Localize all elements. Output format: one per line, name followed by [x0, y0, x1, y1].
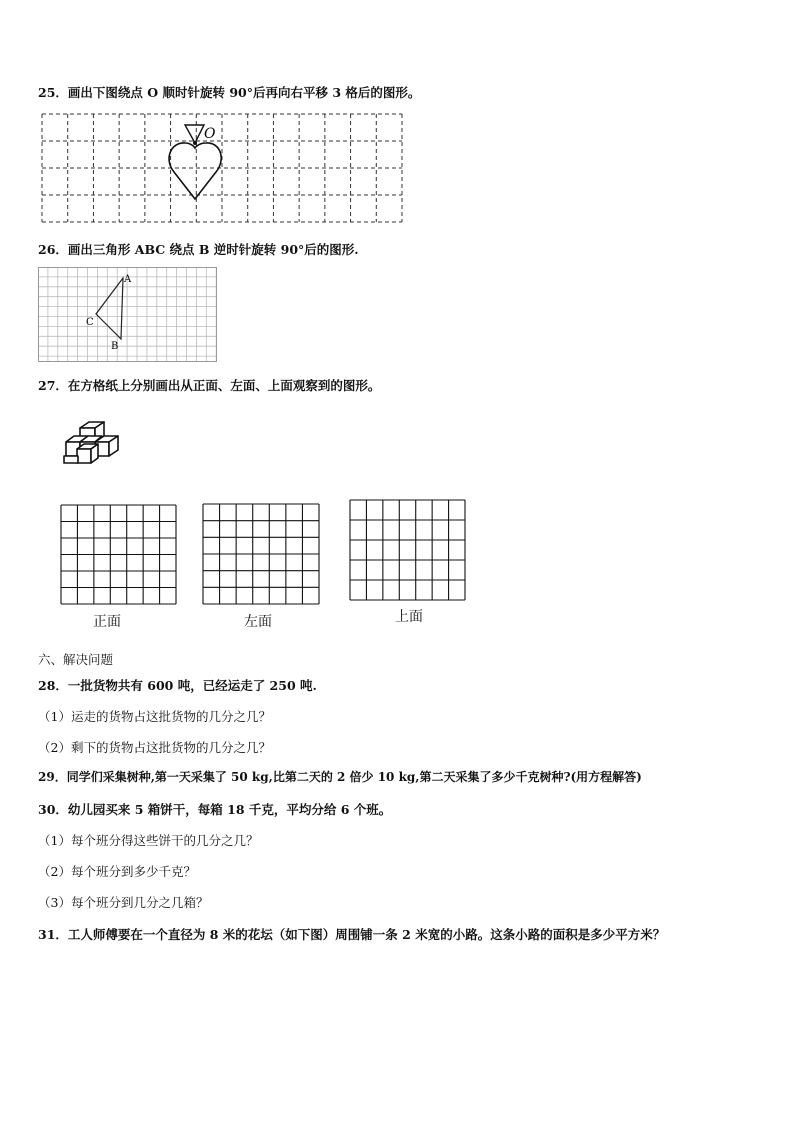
vertex-c-label: C [86, 317, 94, 328]
question-30-sub-3: （3）每个班分到几分之几箱？ [38, 895, 209, 910]
question-26: 26．画出三角形 ABC 绕点 B 逆时针旋转 90°后的图形. [38, 242, 359, 257]
question-27: 27．在方格纸上分别画出从正面、左面、上面观察到的图形。 [38, 378, 381, 393]
question-29: 29．同学们采集树种,第一天采集了 50 kg,比第二天的 2 倍少 10 kg,第二天采集了多少千克树种?(用方程解答) [38, 770, 642, 784]
small-triangle-at-o [185, 125, 204, 143]
question-30: 30．幼儿园买来 5 箱饼干，每箱 18 千克，平均分给 6 个班。 [38, 802, 392, 817]
q25-dashed-grid-figure [40, 112, 406, 226]
cube-stack-figure [56, 416, 128, 474]
heart-shape [169, 143, 221, 199]
question-31: 31．工人师傅要在一个直径为 8 米的花坛（如下图）周围铺一条 2 米宽的小路。这条小路的面积是多少平方米？ [38, 927, 666, 942]
question-25: 25．画出下图绕点 O 顺时针旋转 90°后再向右平移 3 格后的图形。 [38, 85, 421, 100]
question-28: 28．一批货物共有 600 吨，已经运走了 250 吨. [38, 678, 317, 693]
grid-front-view[interactable] [60, 504, 177, 605]
label-top-view: 上面 [395, 609, 423, 625]
label-left-view: 左面 [244, 614, 272, 630]
grid-top-view[interactable] [349, 499, 466, 601]
vertex-a-label: A [124, 274, 132, 285]
question-28-sub-2: （2）剩下的货物占这批货物的几分之几？ [38, 740, 271, 755]
label-front-view: 正面 [93, 614, 121, 630]
section-6-title: 六、解决问题 [38, 652, 114, 667]
grid-left-view[interactable] [202, 503, 320, 605]
question-28-sub-1: （1）运走的货物占这批货物的几分之几？ [38, 709, 271, 724]
q26-grid-figure [38, 267, 218, 363]
vertex-b-label: B [111, 341, 119, 352]
question-30-sub-1: （1）每个班分得这些饼干的几分之几？ [38, 833, 259, 848]
point-o-label: O [204, 126, 216, 142]
question-30-sub-2: （2）每个班分到多少千克？ [38, 864, 196, 879]
